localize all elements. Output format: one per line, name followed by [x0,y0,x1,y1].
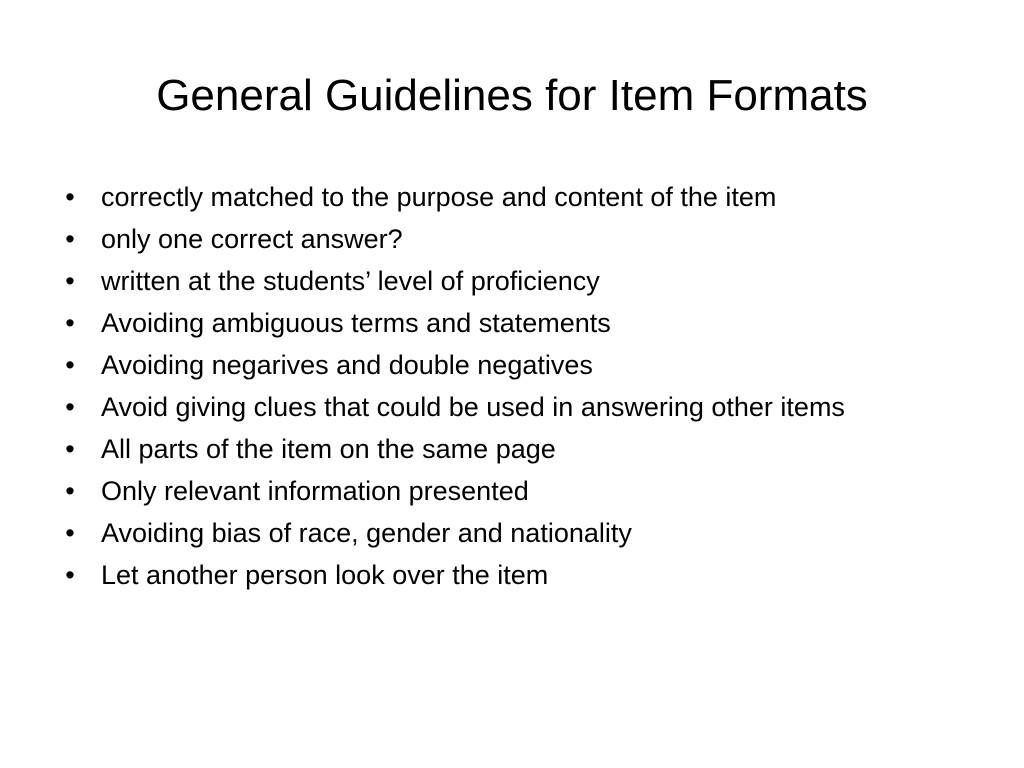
bullet-icon: • [65,182,75,212]
bullet-icon: • [65,476,75,506]
bullet-text: Avoiding negarives and double negatives [101,350,593,380]
bullet-icon: • [65,392,75,422]
bullet-item [60,516,960,550]
slide-title: General Guidelines for Item Formats [156,71,868,120]
bullet-item [60,180,960,214]
bullet-text: Let another person look over the item [101,560,549,590]
bullet-text: Avoid giving clues that could be used in answering other items [101,392,845,422]
bullet-text: only one correct answer? [101,224,403,254]
bullet-item [60,474,960,508]
bullet-icon: • [65,560,75,590]
bullet-item [60,432,960,466]
bullet-item [60,348,960,382]
bullet-item [60,264,960,298]
bullet-text: written at the students’ level of proficiency [101,266,600,296]
bullet-text: Avoiding bias of race, gender and nationality [101,518,632,548]
bullet-icon: • [65,434,75,464]
bullet-text: correctly matched to the purpose and content of the item [101,182,777,212]
bullet-icon: • [65,224,75,254]
bullet-item [60,222,960,256]
bullet-icon: • [65,350,75,380]
bullet-text: Avoiding ambiguous terms and statements [101,308,611,338]
bullet-list [60,180,960,600]
bullet-item [60,390,960,424]
bullet-item [60,306,960,340]
bullet-icon: • [65,266,75,296]
bullet-item [60,558,960,592]
bullet-icon: • [65,308,75,338]
bullet-text: Only relevant information presented [101,476,529,506]
bullet-text: All parts of the item on the same page [101,434,556,464]
bullet-icon: • [65,518,75,548]
